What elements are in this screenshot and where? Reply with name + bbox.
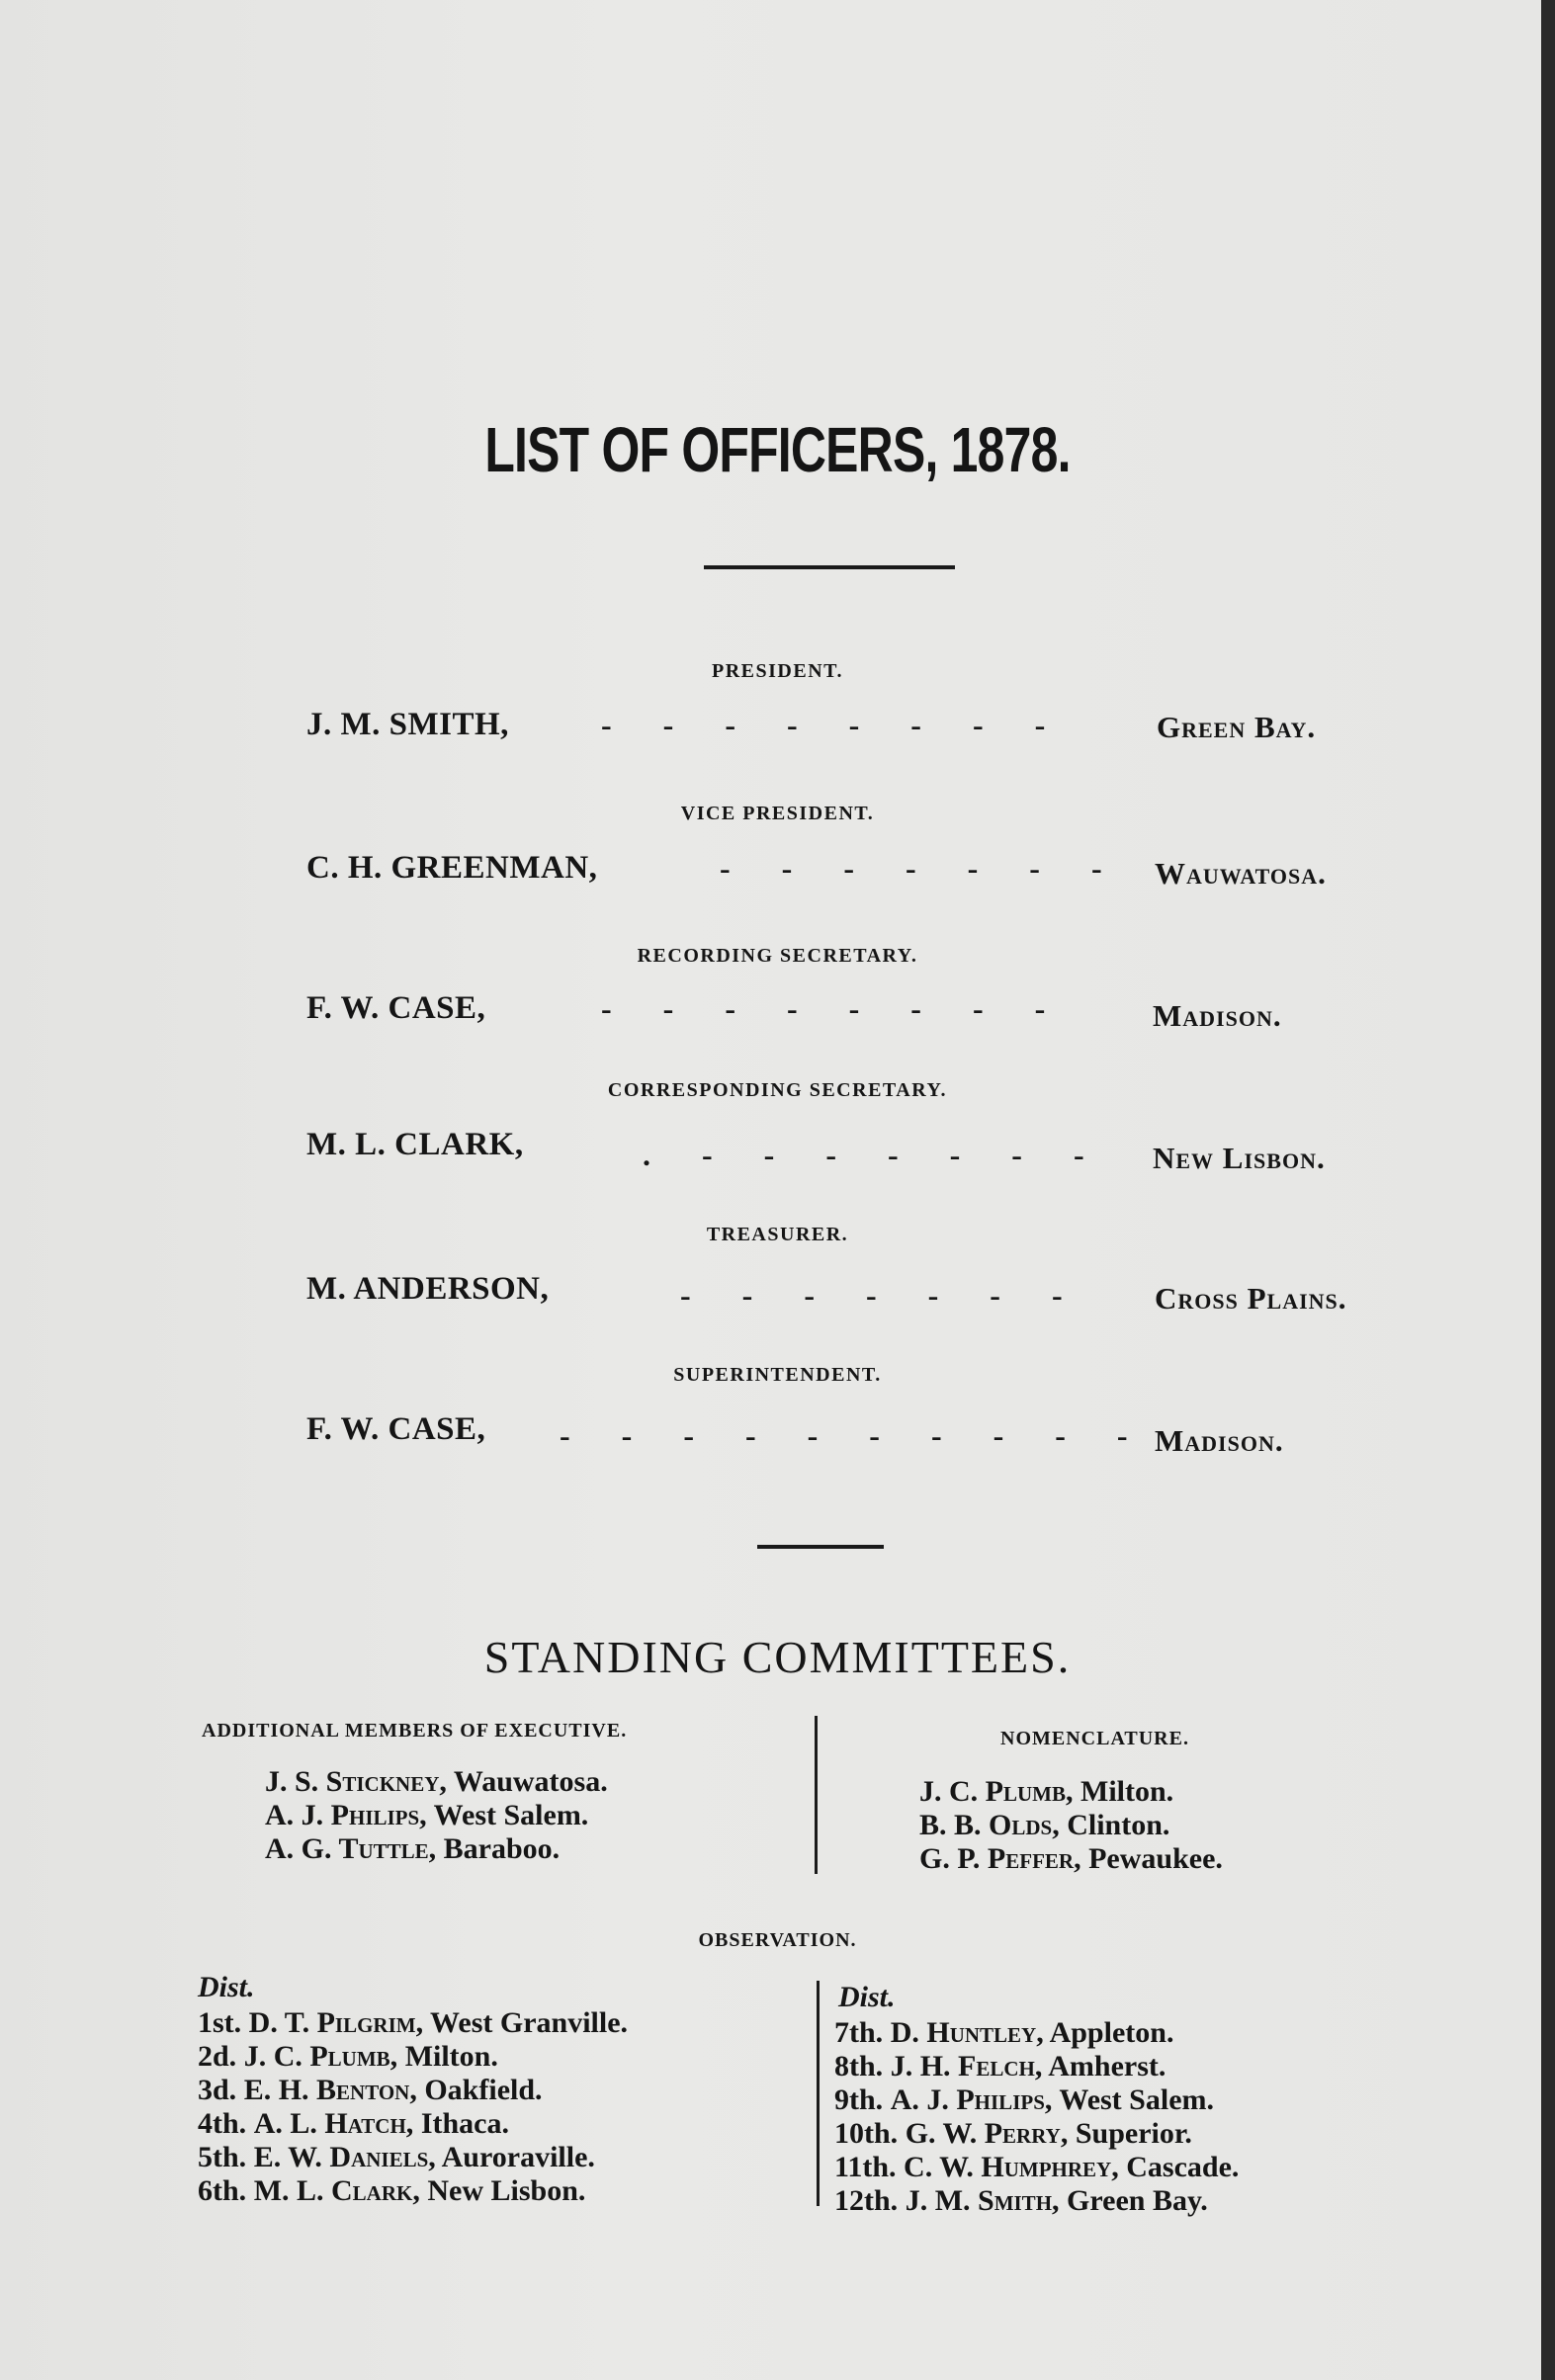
role-vice-president: VICE PRESIDENT. (680, 803, 875, 824)
member-name: A. L. Hatch, (253, 2107, 414, 2140)
district: 10th. (834, 2117, 899, 2150)
member-place: Ithaca. (420, 2107, 509, 2140)
district: 2d. (198, 2040, 237, 2073)
member-name: B. B. Olds, (919, 1809, 1060, 1841)
nomenclature-list (919, 1775, 1223, 1876)
member-place: Cascade. (1126, 2151, 1240, 2183)
district: 1st. (198, 2006, 242, 2039)
role-president: PRESIDENT. (712, 660, 843, 682)
dot-leader: - - - - - - - - (601, 990, 1068, 1026)
officer-name: F. W. CASE, (306, 1411, 486, 1447)
member-place: Oakfield. (424, 2074, 543, 2106)
list-item (919, 1809, 1223, 1842)
member-name: A. G. Tuttle, (265, 1832, 437, 1865)
dot-leader: . - - - - - - - (643, 1137, 1106, 1172)
district: 4th. (198, 2107, 247, 2140)
executive-list (265, 1765, 608, 1866)
officer-place: Madison. (1155, 1423, 1284, 1458)
district: 5th. (198, 2141, 247, 2173)
member-place: West Salem. (433, 1799, 589, 1831)
member-place: Green Bay. (1067, 2184, 1208, 2217)
member-name: C. W. Humphrey, (904, 2151, 1119, 2183)
officer-place: Madison. (1153, 998, 1282, 1033)
section-rule (757, 1545, 884, 1549)
member-name: E. H. Benton, (243, 2074, 417, 2106)
nomenclature-heading: NOMENCLATURE. (1000, 1728, 1189, 1749)
member-name: G. W. Perry, (905, 2117, 1069, 2150)
officer-place: New Lisbon. (1153, 1141, 1326, 1175)
role-superintendent: SUPERINTENDENT. (673, 1364, 882, 1386)
member-place: West Granville. (430, 2006, 629, 2039)
list-item (198, 2074, 628, 2107)
dot-leader: - - - - - - - - - - (560, 1417, 1150, 1453)
member-name: M. L. Clark, (253, 2174, 420, 2207)
role-corresponding-secretary: CORRESPONDING SECRETARY. (607, 1079, 948, 1101)
member-name: D. Huntley, (890, 2016, 1044, 2049)
list-item (198, 2040, 628, 2074)
observation-right-list (834, 2016, 1239, 2218)
committees-title: STANDING COMMITTEES. (483, 1632, 1072, 1682)
list-item (919, 1775, 1223, 1809)
district: 3d. (198, 2074, 237, 2106)
page-edge (1541, 0, 1555, 2380)
district: 11th. (834, 2151, 897, 2183)
district: 8th. (834, 2050, 884, 2082)
list-item (834, 2083, 1239, 2117)
member-place: Milton. (1080, 1775, 1174, 1808)
member-place: Superior. (1075, 2117, 1192, 2150)
executive-heading: ADDITIONAL MEMBERS OF EXECUTIVE. (202, 1720, 628, 1742)
officer-name: M. L. CLARK, (306, 1127, 524, 1162)
officer-name: J. M. SMITH, (306, 707, 509, 742)
member-name: E. W. Daniels, (253, 2141, 436, 2173)
list-item (265, 1799, 608, 1832)
member-name: G. P. Peffer, (919, 1842, 1081, 1875)
member-name: D. T. Pilgrim, (248, 2006, 424, 2039)
member-name: J. H. Felch, (890, 2050, 1043, 2082)
column-divider (815, 1716, 818, 1874)
dot-leader: - - - - - - - (680, 1277, 1084, 1313)
member-place: Appleton. (1049, 2016, 1174, 2049)
list-item (834, 2050, 1239, 2083)
title-rule (704, 565, 955, 569)
member-place: Auroraville. (441, 2141, 595, 2173)
officer-place: Cross Plains. (1155, 1281, 1347, 1316)
member-name: J. S. Stickney, (265, 1765, 447, 1798)
member-name: J. C. Plumb, (919, 1775, 1074, 1808)
officer-name: M. ANDERSON, (306, 1271, 550, 1307)
dot-leader: - - - - - - - (720, 850, 1124, 886)
member-place: New Lisbon. (427, 2174, 586, 2207)
list-item (834, 2117, 1239, 2151)
observation-left-list (198, 2006, 628, 2208)
list-item (834, 2151, 1239, 2184)
list-item (919, 1842, 1223, 1876)
list-item (198, 2174, 628, 2208)
member-name: A. J. Philips, (890, 2083, 1053, 2116)
dot-leader: - - - - - - - - (601, 707, 1068, 742)
list-item (198, 2006, 628, 2040)
member-place: Wauwatosa. (453, 1765, 608, 1798)
list-item (834, 2016, 1239, 2050)
district: 12th. (834, 2184, 899, 2217)
member-name: J. M. Smith, (905, 2184, 1060, 2217)
dist-label-left: Dist. (198, 1971, 255, 2003)
district: 9th. (834, 2083, 884, 2116)
district: 7th. (834, 2016, 884, 2049)
role-recording-secretary: RECORDING SECRETARY. (637, 945, 918, 967)
member-place: West Salem. (1059, 2083, 1214, 2116)
member-name: J. C. Plumb, (243, 2040, 398, 2073)
role-treasurer: TREASURER. (706, 1224, 849, 1245)
list-item (834, 2184, 1239, 2218)
officer-name: C. H. GREENMAN, (306, 850, 598, 886)
officer-place: Green Bay. (1157, 710, 1317, 744)
list-item (198, 2141, 628, 2174)
member-name: A. J. Philips, (265, 1799, 427, 1831)
list-item (198, 2107, 628, 2141)
observation-heading: OBSERVATION. (698, 1929, 857, 1951)
member-place: Clinton. (1067, 1809, 1170, 1841)
list-item (265, 1832, 608, 1866)
list-item (265, 1765, 608, 1799)
member-place: Amherst. (1048, 2050, 1166, 2082)
member-place: Baraboo. (443, 1832, 561, 1865)
dist-label-right: Dist. (838, 1981, 896, 2013)
column-divider (817, 1981, 820, 2206)
officer-place: Wauwatosa. (1155, 856, 1327, 891)
page-title: LIST OF OFFICERS, 1878. (484, 414, 1071, 485)
member-place: Pewaukee. (1088, 1842, 1223, 1875)
officer-name: F. W. CASE, (306, 990, 486, 1026)
district: 6th. (198, 2174, 247, 2207)
member-place: Milton. (404, 2040, 498, 2073)
